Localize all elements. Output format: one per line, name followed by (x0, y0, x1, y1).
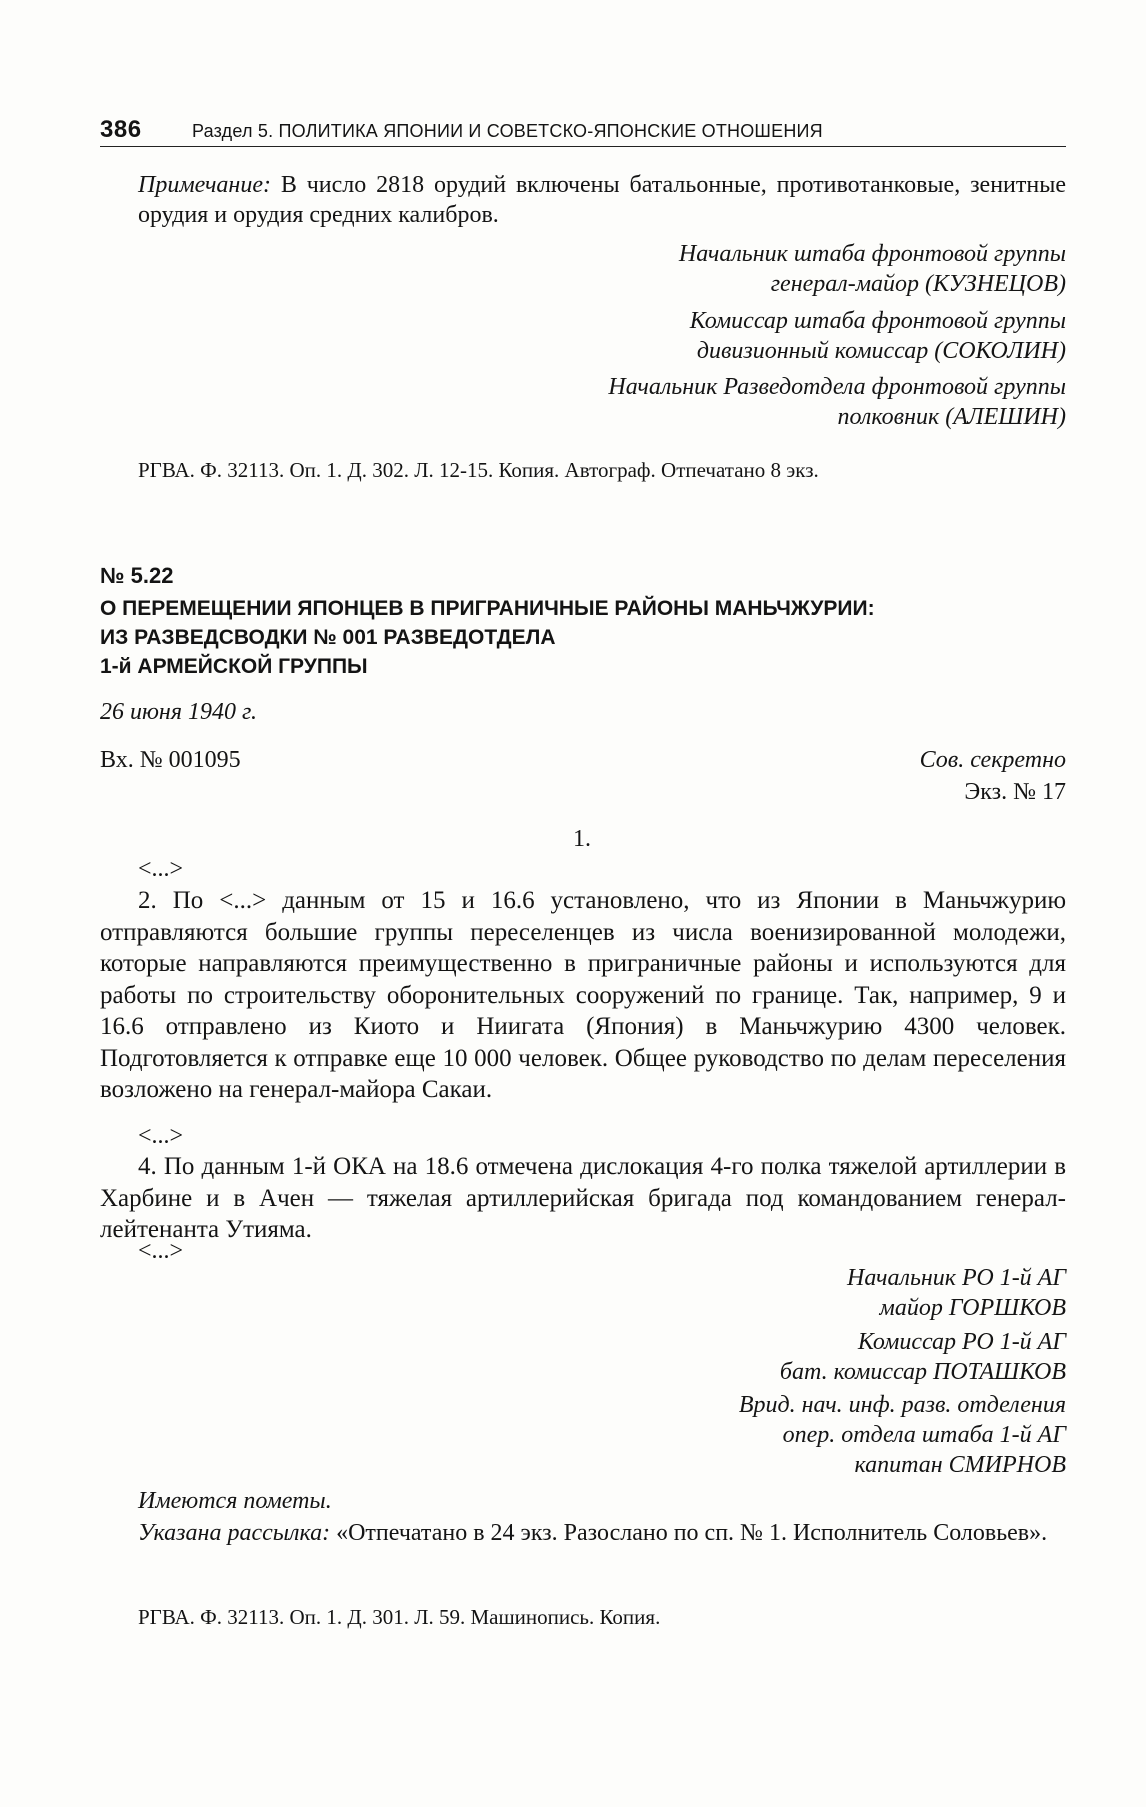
omission-mark: <...> (138, 1238, 184, 1264)
signature-intelligence-chief (608, 372, 1066, 432)
document-title-line: О ПЕРЕМЕЩЕНИИ ЯПОНЦЕВ В ПРИГРАНИЧНЫЕ РАЙОНЫ МАНЬЧЖУРИИ: (100, 597, 875, 620)
document-title-line: 1-й АРМЕЙСКОЙ ГРУППЫ (100, 655, 368, 678)
section-title: Раздел 5. ПОЛИТИКА ЯПОНИИ И СОВЕТСКО-ЯПОНСКИЕ ОТНОШЕНИЯ (192, 121, 823, 141)
archive-source-top: РГВА. Ф. 32113. Оп. 1. Д. 302. Л. 12-15. Копия. Автограф. Отпечатано 8 экз. (138, 458, 819, 482)
signature-chief-of-staff (679, 239, 1066, 299)
signature-captain (739, 1390, 1066, 1480)
signature-title: опер. отдела штаба 1-й АГ (782, 1422, 1066, 1448)
page-number: 386 (100, 116, 142, 143)
section-number: 1. (573, 826, 591, 852)
paragraph-2: 2. По <...> данным от 15 и 16.6 установлено, что из Японии в Маньчжурию отправляются большие группы переселенцев из числа военизированной молодежи, которые направляются преимущественно в приграничные районы и используются для работы по строительству оборонительных сооружений по границе. Так, например, 9 и 16.6 отправлено из Киото и Ниигата (Япония) в Маньчжурию 4300 человек. Подготовляется к отправке еще 10 000 человек. Общее руководство по делам переселения возложено на генерал-майора Сакаи. (100, 887, 1066, 1103)
copy-number: Экз. № 17 (964, 779, 1066, 805)
signature-ro-chief (847, 1263, 1066, 1323)
omission-mark: <...> (138, 856, 184, 882)
running-header (100, 116, 1066, 147)
incoming-number: Вх. № 001095 (100, 747, 241, 773)
note-label: Примечание: (138, 172, 271, 198)
marks-note: Имеются пометы. (138, 1488, 332, 1514)
distribution-label: Указана рассылка: (138, 1520, 331, 1546)
signature-name: капитан СМИРНОВ (854, 1452, 1066, 1478)
signature-title: Начальник штаба фронтовой группы (678, 241, 1066, 267)
note-text: В число 2818 орудий включены батальонные, противотанковые, зенитные орудия и орудия средних калибров. (138, 172, 1066, 228)
archive-source-bottom: РГВА. Ф. 32113. Оп. 1. Д. 301. Л. 59. Машинопись. Копия. (138, 1605, 661, 1629)
signature-commissar (690, 306, 1066, 366)
signature-name: дивизионный комиссар (СОКОЛИН) (696, 338, 1066, 364)
classification: Сов. секретно (919, 747, 1066, 773)
signature-title: Комиссар РО 1-й АГ (857, 1329, 1066, 1355)
document-number: № 5.22 (100, 563, 174, 588)
paragraph-4: 4. По данным 1-й ОКА на 18.6 отмечена дислокация 4-го полка тяжелой артиллерии в Харбине и в Ачен — тяжелая артиллерийская бригада под командованием генерал-лейтенанта Утияма. (100, 1153, 1066, 1243)
signature-name: бат. комиссар ПОТАШКОВ (779, 1359, 1066, 1385)
document-date: 26 июня 1940 г. (100, 699, 258, 725)
signature-title: Начальник Разведотдела фронтовой группы (608, 374, 1066, 400)
signature-title: Комиссар штаба фронтовой группы (689, 308, 1066, 334)
signature-ro-commissar (780, 1327, 1066, 1387)
omission-mark: <...> (138, 1123, 184, 1149)
document-title-line: ИЗ РАЗВЕДСВОДКИ № 001 РАЗВЕДОТДЕЛА (100, 626, 556, 649)
signature-name: полковник (АЛЕШИН) (837, 404, 1066, 430)
signature-name: майор ГОРШКОВ (879, 1295, 1066, 1321)
distribution-text: «Отпечатано в 24 экз. Разослано по сп. № 1. Исполнитель Соловьев». (330, 1520, 1048, 1546)
signature-name: генерал-майор (КУЗНЕЦОВ) (770, 271, 1066, 297)
note-paragraph (138, 170, 1066, 230)
signature-title: Начальник РО 1-й АГ (847, 1265, 1066, 1291)
distribution-note (100, 1518, 1066, 1548)
document-title (100, 594, 1060, 681)
signature-title: Врид. нач. инф. разв. отделения (738, 1392, 1066, 1418)
